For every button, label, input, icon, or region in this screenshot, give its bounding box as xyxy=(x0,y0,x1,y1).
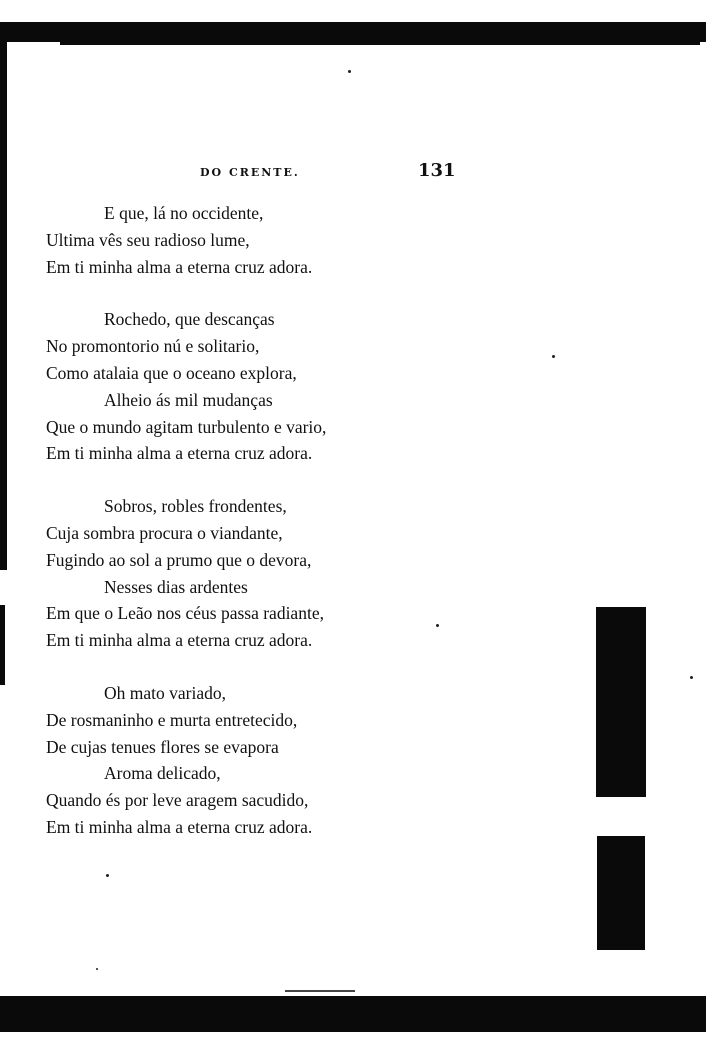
verse-line: Como atalaia que o oceano explora, xyxy=(46,362,297,383)
speck xyxy=(690,676,693,679)
verse-line: Que o mundo agitam turbulento e vario, xyxy=(46,416,327,437)
verse-line: Nesses dias ardentes xyxy=(104,576,248,597)
verse-line: Em que o Leão nos céus passa radiante, xyxy=(46,603,324,624)
scan-border-left-lower xyxy=(0,605,5,685)
speck xyxy=(348,70,351,73)
poem xyxy=(46,200,406,867)
scan-border-top-thin xyxy=(60,42,700,45)
verse-line: Ultima vês seu radioso lume, xyxy=(46,229,250,250)
page-number: 131 xyxy=(418,160,456,181)
verse-line: Sobros, robles frondentes, xyxy=(104,496,287,517)
stanza-3 xyxy=(46,493,406,654)
speck xyxy=(436,624,439,627)
verse-line: Alheio ás mil mudanças xyxy=(104,389,273,410)
scan-border-left xyxy=(0,40,7,570)
running-head: DO CRENTE. xyxy=(200,166,300,179)
scan-mark-bottom xyxy=(285,990,355,992)
verse-line: Rochedo, que descanças xyxy=(104,309,275,330)
scan-border-top xyxy=(0,22,706,42)
verse-line: Em ti minha alma a eterna cruz adora. xyxy=(46,630,313,651)
verse-line: No promontorio nú e solitario, xyxy=(46,336,260,357)
verse-line: E que, lá no occidente, xyxy=(104,203,264,223)
stanza-1 xyxy=(46,200,406,280)
speck xyxy=(552,355,555,358)
verse-line: De rosmaninho e murta entretecido, xyxy=(46,709,298,730)
verse-line: Em ti minha alma a eterna cruz adora. xyxy=(46,256,313,277)
verse-line: Quando és por leve aragem sacudido, xyxy=(46,790,309,811)
stanza-4 xyxy=(46,680,406,841)
verse-line: Oh mato variado, xyxy=(104,682,226,703)
verse-line: De cujas tenues flores se evapora xyxy=(46,736,279,757)
verse-line: Aroma delicado, xyxy=(104,763,221,784)
scan-artifact-right-lower xyxy=(597,836,645,950)
verse-line: Em ti minha alma a eterna cruz adora. xyxy=(46,816,313,837)
verse-line: Em ti minha alma a eterna cruz adora. xyxy=(46,443,313,464)
verse-line: Fugindo ao sol a prumo que o devora, xyxy=(46,549,312,570)
speck xyxy=(106,874,109,877)
stanza-2 xyxy=(46,306,406,467)
scan-border-bottom xyxy=(0,996,706,1032)
scan-artifact-right-upper xyxy=(596,607,646,797)
verse-line: Cuja sombra procura o viandante, xyxy=(46,522,283,543)
speck xyxy=(96,968,98,970)
